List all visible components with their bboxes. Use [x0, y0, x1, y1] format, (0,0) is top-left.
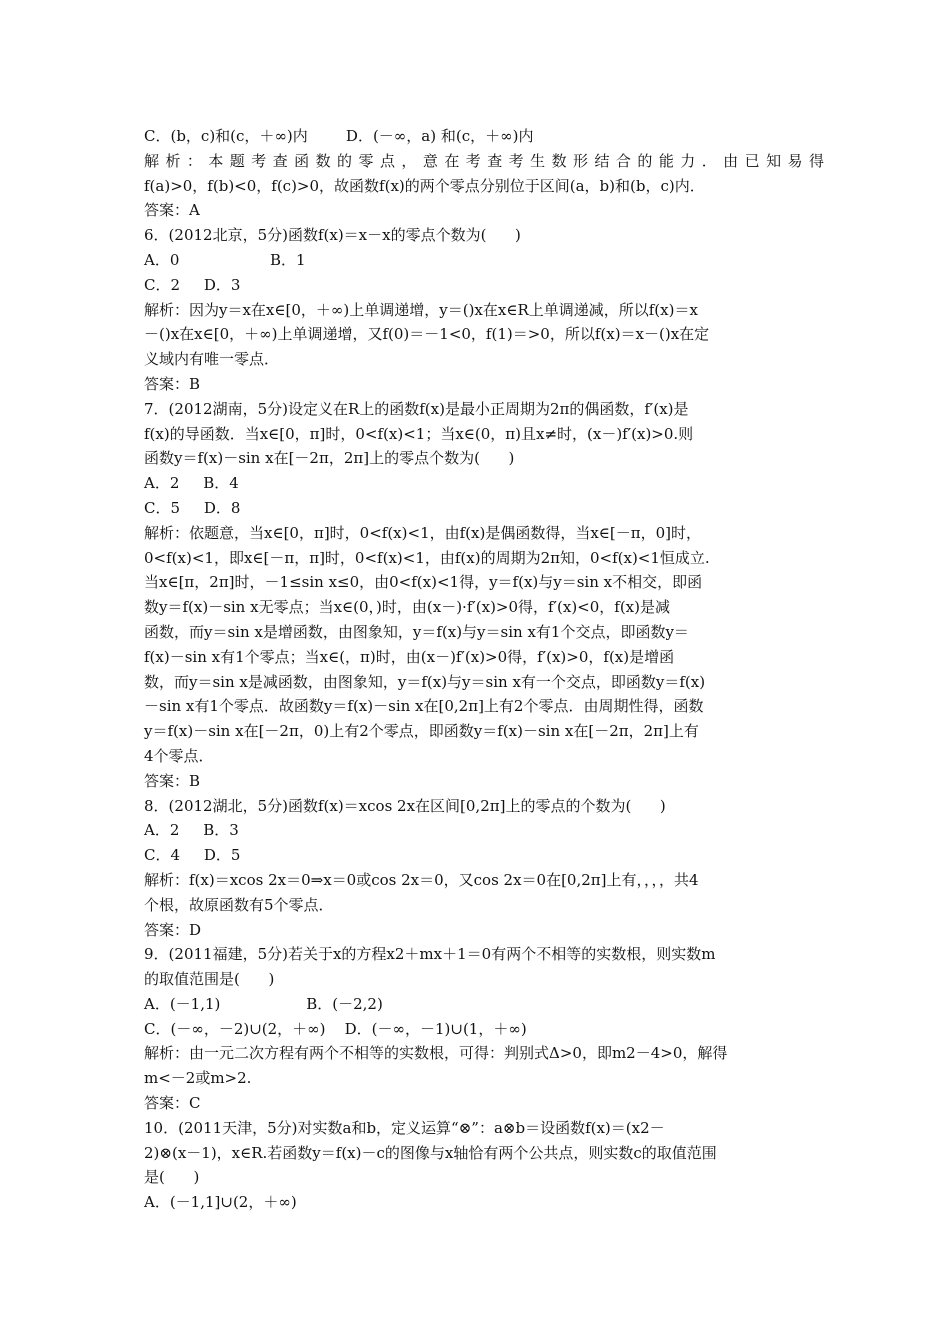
- question-line: 的取值范围是( ): [144, 970, 275, 989]
- text-line: 数y＝f(x)－sin x无零点；当x∈(0，)时，由(x－)·f′(x)>0得，f′(x)<0，f(x)是减: [144, 598, 670, 617]
- question-line: 10．(2011天津，5分)对实数a和b，定义运算“⊗”：a⊗b＝设函数f(x)＝(x2－: [144, 1118, 665, 1137]
- text-line: f(x)－sin x有1个零点；当x∈(，π)时，由(x－)f′(x)>0得，f′(x)>0，f(x)是增函: [144, 647, 675, 666]
- option-line: A．2 B．3: [144, 821, 239, 840]
- question-line: 9．(2011福建，5分)若关于x的方程x2＋mx＋1＝0有两个不相等的实数根，则实数m: [144, 945, 716, 964]
- text-line: －sin x有1个零点．故函数y＝f(x)－sin x在[0,2π]上有2个零点．由周期性得，函数: [144, 697, 704, 716]
- question-line: 函数y＝f(x)－sin x在[－2π，2π]上的零点个数为( ): [144, 449, 515, 468]
- question-line: f(x)的导函数．当x∈[0，π]时，0<f(x)<1；当x∈(0，π)且x≠时，(x－)f′(x)>0.则: [144, 424, 694, 443]
- option-line: C．5 D．8: [144, 498, 241, 517]
- text-line: 数，而y＝sin x是减函数，由图象知，y＝f(x)与y＝sin x有一个交点，即函数y＝f(x): [144, 672, 706, 691]
- answer-line: 答案：B: [144, 374, 201, 393]
- option-line: C．2 D．3: [144, 275, 241, 294]
- text-line: m<－2或m>2.: [144, 1069, 252, 1088]
- text-line: y＝f(x)－sin x在[－2π，0)上有2个零点，即函数y＝f(x)－sin x在[－2π，2π]上有: [144, 722, 699, 741]
- option-line: C．4 D．5: [144, 846, 241, 865]
- text-line: 解析：f(x)＝xcos 2x＝0⇒x＝0或cos 2x＝0，又cos 2x＝0在[0,2π]上有，，，，共4: [144, 870, 699, 889]
- text-line: C．(b，c)和(c，＋∞)内 D．(－∞，a) 和(c，＋∞)内: [144, 127, 534, 145]
- question-line: 6．(2012北京，5分)函数f(x)＝x－x的零点个数为( ): [144, 226, 521, 245]
- text-line: 当x∈[π，2π]时，－1≤sin x≤0，由0<f(x)<1得，y＝f(x)与y＝sin x不相交，即函: [144, 573, 703, 592]
- question-line: 是( ): [144, 1168, 200, 1187]
- text-line: 4个零点．: [144, 746, 214, 765]
- answer-line: 答案：C: [144, 1094, 201, 1113]
- question-line: 7．(2012湖南，5分)设定义在R上的函数f(x)是最小正周期为2π的偶函数，f′(x)是: [144, 399, 689, 418]
- text-line: 解析：因为y＝x在x∈[0，＋∞)上单调递增，y＝()x在x∈R上单调递减，所以f(x)＝x: [144, 300, 698, 319]
- text-line: 个根，故原函数有5个零点．: [144, 895, 334, 914]
- answer-line: 答案：D: [144, 920, 202, 939]
- question-line: 2)⊗(x－1)，x∈R.若函数y＝f(x)－c的图像与x轴恰有两个公共点，则实数c的取值范围: [144, 1143, 717, 1162]
- text-line: f(a)>0，f(b)<0，f(c)>0，故函数f(x)的两个零点分别位于区间(a，b)和(b，c)内．: [144, 176, 705, 195]
- document-page: [144, 124, 824, 1215]
- option-line: A．0 B．1: [144, 250, 306, 269]
- answer-line: 答案：A: [144, 201, 200, 220]
- text-line: 函数，而y＝sin x是增函数，由图象知，y＝f(x)与y＝sin x有1个交点，即函数y＝: [144, 622, 689, 641]
- option-line: A．(－1,1) B．(－2,2): [144, 994, 383, 1013]
- option-line: A．2 B．4: [144, 474, 239, 493]
- option-line: A．(－1,1]∪(2，＋∞): [144, 1193, 297, 1212]
- text-line: 解析：由一元二次方程有两个不相等的实数根，可得：判别式Δ>0，即m2－4>0，解得: [144, 1044, 728, 1063]
- text-line: －()x在x∈[0，＋∞)上单调递增，又f(0)＝－1<0，f(1)＝>0，所以f(x)＝x－()x在定: [144, 325, 710, 344]
- text-line: 解析：依题意，当x∈[0，π]时，0<f(x)<1，由f(x)是偶函数得，当x∈[－π，0]时，: [144, 523, 701, 542]
- question-line: 8．(2012湖北，5分)函数f(x)＝xcos 2x在区间[0,2π]上的零点的个数为( ): [144, 796, 666, 815]
- text-line: 解析：本题考查函数的零点，意在考查考生数形结合的能力．由已知易得: [144, 151, 824, 170]
- text-line: 义域内有唯一零点．: [144, 350, 280, 369]
- option-line: C．(－∞，－2)∪(2，＋∞) D．(－∞，－1)∪(1，＋∞): [144, 1019, 527, 1038]
- answer-line: 答案：B: [144, 771, 201, 790]
- text-line: 0<f(x)<1，即x∈[－π，π]时，0<f(x)<1，由f(x)的周期为2π知，0<f(x)<1恒成立.: [144, 548, 710, 567]
